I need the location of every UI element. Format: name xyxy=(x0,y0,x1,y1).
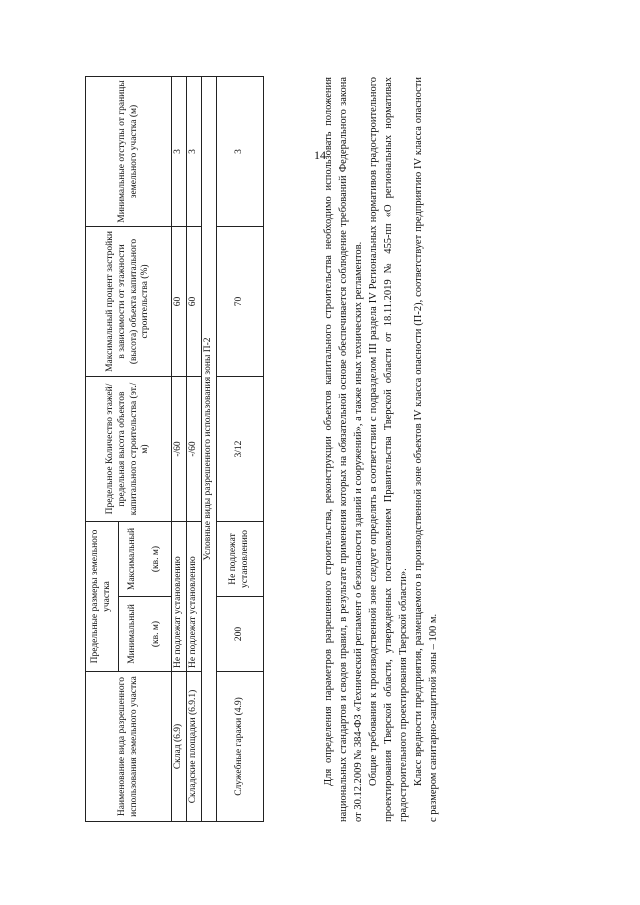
row-floors: -/60 xyxy=(186,377,201,522)
header-setback: Минимальные отступы от границы земельного участка (м) xyxy=(86,77,172,227)
body-text xyxy=(321,77,441,822)
row-setback: 3 xyxy=(216,77,263,227)
row-sizes: Не подлежат установлению xyxy=(186,522,201,672)
header-name: Наименование вида разрешенного использования земельного участка xyxy=(86,672,172,822)
paragraph: Общие требования к производственной зоне следует определять в соответствии с подразделом III раздела IV Региональных нормативов градостроительного проектирования Тверской области, утвержденных постановлением Правительства Тверской области от 18.11.2019 № 455-пп «О региональных нормативах градостроительного проектирования Тверской области». xyxy=(368,77,409,822)
page-number: 14 xyxy=(314,148,326,162)
row-setback: 3 xyxy=(186,77,201,227)
header-coverage: Максимальный процент застройки в зависимости от этажности (высота) объекта капитального строительства (%) xyxy=(86,227,172,377)
header-max xyxy=(119,522,172,597)
header-max-label: Максимальный xyxy=(127,527,138,591)
table-row xyxy=(186,77,201,822)
row-floors: -/60 xyxy=(172,377,187,522)
header-min-unit: (кв. м) xyxy=(150,620,161,648)
row-name: Служебные гаражи (4.9) xyxy=(216,672,263,822)
row-name: Склад (6.9) xyxy=(172,672,187,822)
zoning-parameters-table xyxy=(85,76,264,822)
row-floors: 3/12 xyxy=(216,377,263,522)
row-min: 200 xyxy=(216,597,263,672)
header-max-unit: (кв. м) xyxy=(150,545,161,573)
paragraph: Для определения параметров разрешенного строительства, реконструкции объектов капитального строительства необходимо использовать положения национальных стандартов и сводов правил, в результате применения которых на обязательной основе обеспечивается соблюдение требований Федерального закона от 30.12.2009 № 384-ФЗ «Технический регламент о безопасности зданий и сооружений», а также иных технических регламентов. xyxy=(323,77,364,822)
table-row xyxy=(172,77,187,822)
header-min xyxy=(119,597,172,672)
row-setback: 3 xyxy=(172,77,187,227)
landscape-page xyxy=(85,62,545,842)
header-floors: Предельное Количество этажей/предельная высота объектов капитального строительства (эт./м) xyxy=(86,377,172,522)
row-max: Не подлежат установлению xyxy=(216,522,263,597)
row-coverage: 60 xyxy=(172,227,187,377)
table-header-row xyxy=(86,77,119,822)
row-coverage: 60 xyxy=(186,227,201,377)
conditional-section-row xyxy=(201,77,216,822)
row-coverage: 70 xyxy=(216,227,263,377)
table-row xyxy=(216,77,263,822)
paragraph: Класс вредности предприятия, размещаемого в производственной зоне объектов IV класса опасности (П-2), соответствует предприятию IV класса опасности с размером санитарно-защитной зоны – 100 м. xyxy=(413,77,439,822)
conditional-header: Условные виды разрешенного использования зоны П-2 xyxy=(201,77,216,822)
header-sizes: Предельные размеры земельного участка xyxy=(86,522,119,672)
row-name: Складские площадки (6.9.1) xyxy=(186,672,201,822)
rotated-content xyxy=(85,62,545,842)
row-sizes: Не подлежат установлению xyxy=(172,522,187,672)
header-min-label: Минимальный xyxy=(127,604,138,664)
